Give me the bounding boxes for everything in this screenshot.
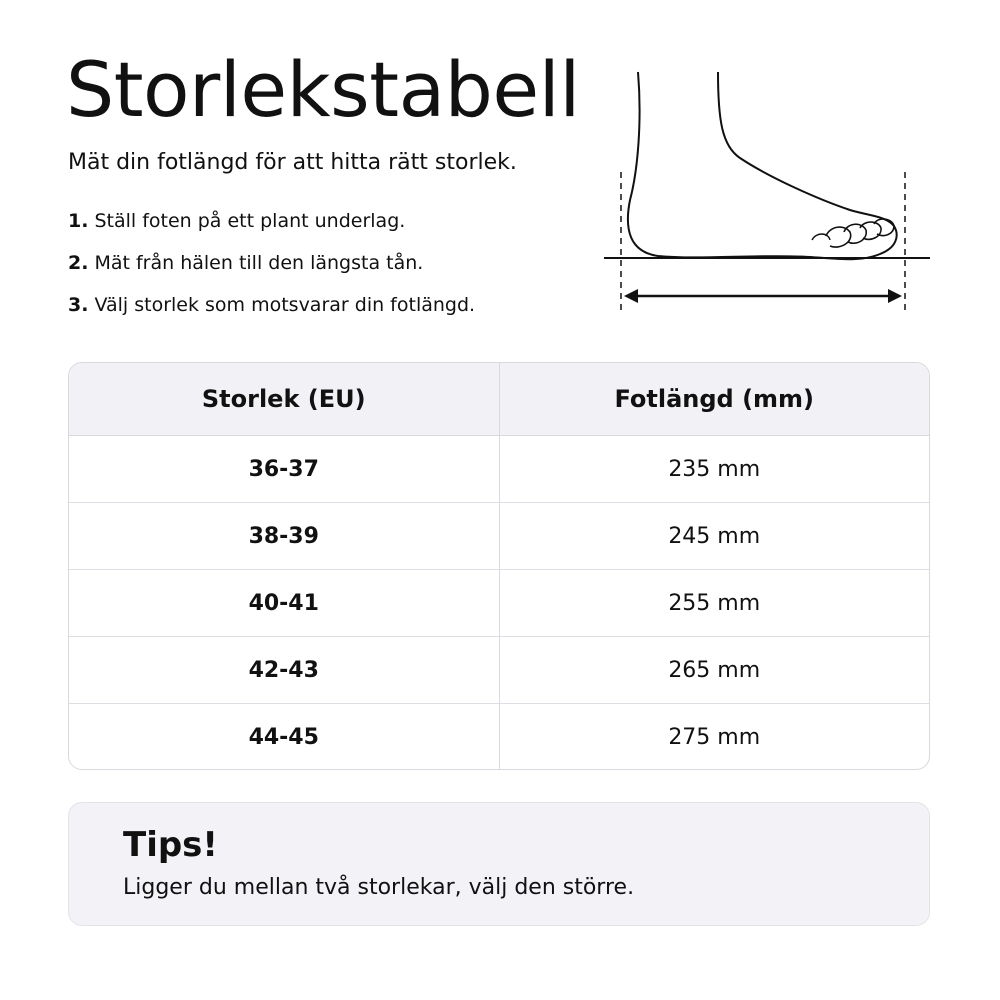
table-row [69,436,929,503]
tips-title: Tips! [123,825,218,865]
step-number: 3. [68,294,89,316]
size-cell: 44-45 [248,724,319,750]
step-text: Ställ foten på ett plant underlag. [94,210,406,232]
size-cell: 42-43 [69,637,499,704]
length-cell: 235 mm [499,436,929,503]
step-text: Mät från hälen till den längsta tån. [94,252,424,274]
instruction-step [68,210,475,252]
size-table-card [68,362,930,770]
tips-text: Ligger du mellan två storlekar, välj den större. [123,875,635,900]
length-cell: 265 mm [499,637,929,704]
length-cell: 255 mm [499,570,929,637]
size-cell: 40-41 [69,570,499,637]
table-row [69,704,929,771]
instruction-list [68,210,475,336]
step-number: 2. [68,252,89,274]
length-cell: 245 mm [499,503,929,570]
tips-box [68,802,930,926]
instruction-step [68,294,475,336]
instruction-step [68,252,475,294]
table-row [69,503,929,570]
page-subtitle: Mät din fotlängd för att hitta rätt storlek. [68,150,517,175]
table-row [69,570,929,637]
step-number: 1. [68,210,89,232]
size-table [69,363,929,770]
size-cell: 36-37 [69,436,499,503]
column-header-length: Fotlängd (mm) [499,363,929,436]
table-row [69,637,929,704]
step-text: Välj storlek som motsvarar din fotlängd. [94,294,476,316]
size-cell: 38-39 [69,503,499,570]
column-header-size: Storlek (EU) [69,363,499,436]
length-cell: 275 mm [499,704,929,771]
table-header-row [69,363,929,436]
page-title: Storlekstabell [66,45,580,134]
foot-measurement-icon [600,60,940,320]
